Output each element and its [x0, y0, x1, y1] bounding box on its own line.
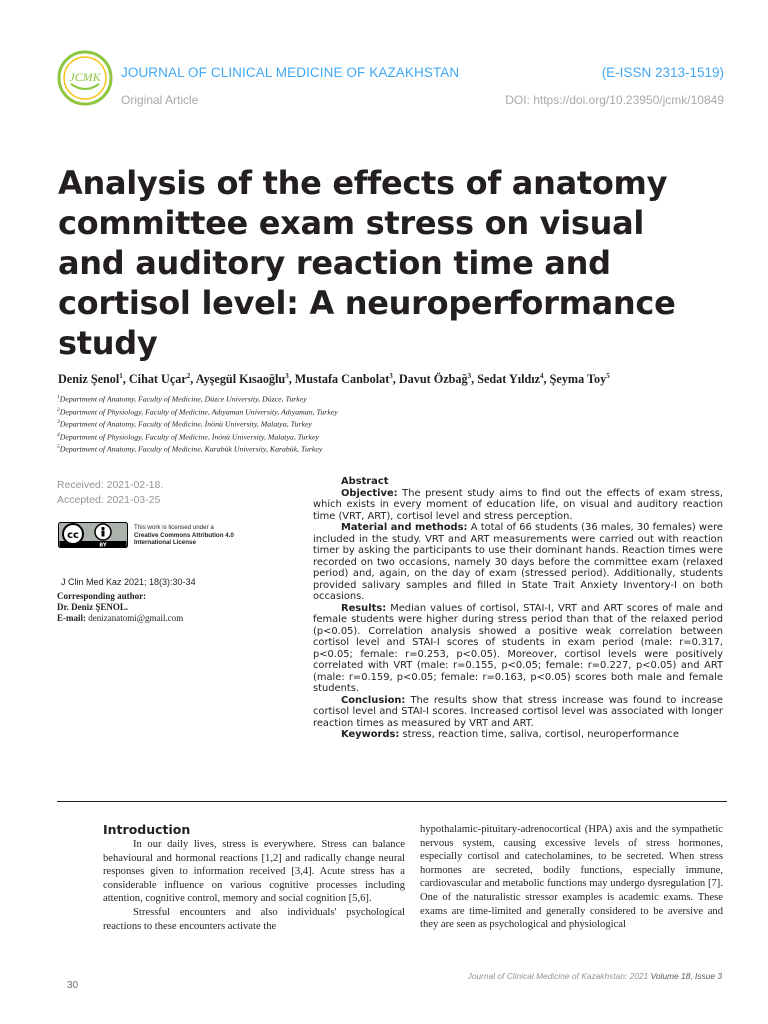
article-dates: [57, 478, 163, 508]
doi-link[interactable]: DOI: https://doi.org/10.23950/jcmk/10849: [505, 93, 724, 107]
section-divider: [57, 801, 727, 802]
license-line: This work is licensed under a: [134, 524, 214, 531]
license-link[interactable]: [134, 539, 234, 547]
section-label: Objective:: [341, 487, 398, 499]
article-type: Original Article: [121, 93, 199, 107]
affiliation-number: 1: [57, 394, 60, 400]
affiliation-text: Department of Physiology, Faculty of Medicine, Adıyaman University, Adıyaman, Turkey: [59, 407, 338, 417]
abstract-methods: [313, 522, 723, 603]
by-label: BY: [99, 542, 107, 548]
footer-volume: Volume 18, Issue 3: [650, 971, 722, 981]
article-title: [58, 163, 728, 363]
affiliation-text: Department of Anatomy, Faculty of Medicine, Karabük University, Karabük, Turkey: [59, 444, 323, 454]
author-affiliation-number: 5: [606, 372, 610, 380]
author-name: Ayşegül Kısaoğlu: [195, 372, 286, 387]
affiliation: [57, 430, 338, 443]
abstract-conclusion: [313, 695, 723, 730]
introduction-heading: Introduction: [103, 822, 191, 837]
title-line: Analysis of the effects of anatomy: [58, 164, 668, 202]
accepted-date: Accepted: 2021-03-25: [57, 494, 161, 506]
body-paragraph: hypothalamic-pituitary-adrenocortical (HPA) axis and the sympathetic nervous system, causing excessive levels of stress hormones, especially cortisol and catecholamines, to be secreted. When stress hormones are secreted, bodily functions, especially immune, cardiovascular and metabolic functions may undergo dysregulation [7]. One of the naturalistic stressor examples is academic exams. These exams are time-limited and generally considered to be aversive and they are seen as psychological and physiological: [420, 824, 723, 931]
footer-journal-name: Journal of Clinical Medicine of Kazakhstan: 2021: [467, 971, 649, 981]
license-name: International License: [134, 539, 196, 547]
author-name: Cihat Uçar: [128, 372, 187, 387]
title-line: committee exam stress on visual: [58, 204, 645, 242]
affiliation-text: Department of Physiology, Faculty of Medicine, İnönü University, Malatya, Turkey: [59, 432, 319, 442]
received-date: Received: 2021-02-18.: [57, 479, 164, 491]
abstract: [313, 476, 723, 741]
affiliation: [57, 417, 338, 430]
abstract-results: [313, 603, 723, 695]
corresponding-label: Corresponding author:: [57, 591, 147, 601]
author-name: Şeyma Toy: [549, 372, 607, 387]
author-list: Deniz Şenol$^1$, Cihat Uçar$^2$, Ayşegül Kısaoğlu$^3$, Mustafa Canbolat$^3$, Davut Özbağ$^3$, Sedat Yıldız$^4$, Şeyma Toy$^5$: [58, 372, 610, 387]
author-affiliation-number: 1: [119, 372, 123, 380]
section-text: stress, reaction time, saliva, cortisol, neuroperformance: [402, 729, 679, 740]
body-paragraph: Stressful encounters and also individuals' psychological reactions to these encounters activate the: [103, 906, 405, 932]
section-label: Results:: [341, 602, 387, 614]
affiliation-number: 3: [57, 419, 60, 426]
author-name: Davut Özbağ: [398, 372, 468, 387]
author-affiliation-number: 2: [186, 372, 191, 380]
author-affiliation-number: 3: [389, 372, 393, 380]
affiliation-text: Department of Anatomy, Faculty of Medicine, Düzce University, Düzce, Turkey: [59, 394, 307, 404]
author-affiliation-number: 3: [285, 372, 289, 380]
section-text: Median values of cortisol, STAI-I, VRT and ART scores of male and female students were higher during stress period than that of the relaxed period (p<0.05). Correlation analysis showed a positive weak correlation between cortisol level and STAI-I scores of students in exam period (male: r=0.317, p<0.05; female: r=0.253, p<0.05). Moreover, cortisol levels were positively correlated with VRT (male: r=0.155, p<0.05; female: r=0.227, p<0.05) and ART (male: r=0.159, p<0.05; female: r=0.163, p<0.05) scores both male and female students.: [313, 602, 723, 694]
email-label: E-mail:: [57, 613, 86, 623]
author-affiliation-number: 3: [467, 372, 472, 380]
title-line: cortisol level: A neuroperformance: [58, 284, 676, 322]
affiliation-number: 5: [57, 444, 60, 451]
author-name: Mustafa Canbolat: [294, 372, 390, 387]
affiliation-number: 2: [57, 406, 60, 413]
author-affiliation-number: 4: [540, 372, 544, 380]
abstract-objective: [313, 488, 723, 523]
body-paragraph: In our daily lives, stress is everywhere. Stress can balance behavioural and hormonal reactions [1,2] and radically change neural responses given to information received [3,4]. Acute stress has a considerable influence on various cognitive processes including attention, cognitive control, memory and social cognition [5,6].: [103, 839, 405, 905]
section-label: Keywords:: [341, 729, 400, 740]
corresponding-name: Dr. Deniz ŞENOL.: [57, 602, 129, 612]
cc-by-badge[interactable]: [58, 522, 128, 548]
affiliation: [57, 442, 338, 455]
page-number: 30: [67, 980, 79, 991]
license-name: Creative Commons Attribution 4.0: [134, 531, 234, 539]
section-label: Material and methods:: [341, 522, 468, 533]
body-column-left: [103, 838, 405, 933]
author-name: Sedat Yıldız: [477, 372, 541, 387]
cc-icon: cc: [67, 530, 79, 541]
affiliation-text: Department of Anatomy, Faculty of Medicine, İnönü University, Malatya, Turkey: [59, 419, 312, 429]
abstract-heading: Abstract: [341, 476, 389, 487]
section-text: The present study aims to find out the effects of exam stress, which exists in every moment of education life, on visual and auditory reaction time (VRT, ART), cortisol level and stress perception.: [313, 487, 724, 522]
email-address[interactable]: denizanatomi@gmail.com: [88, 613, 184, 623]
journal-logo: [57, 50, 113, 106]
citation: J Clin Med Kaz 2021; 18(3):30-34: [61, 577, 196, 587]
title-line: and auditory reaction time and: [58, 244, 611, 282]
logo-text: JCMK: [69, 70, 101, 84]
issn: (E-ISSN 2313-1519): [601, 65, 724, 80]
section-text: A total of 66 students (36 males, 30 females) were included in the study. VRT and ART measurements were carried out with reaction timer by asking the participants to use their dominant hands. Reaction times were recorded on two occasions, namely 30 days before the committee exam (relaxed period) and, again, on the day of exam (stressed period). Additionally, students provided salivary samples and filled in State Trait Anxiety Inventory-I on both occasions.: [313, 522, 723, 602]
affiliation-list: [57, 392, 338, 455]
section-text: The results show that stress increase was found to increase cortisol level and STAI-I scores. Increased cortisol level was associated with longer reaction times as measured by VRT and ART.: [313, 694, 724, 729]
affiliation-number: 4: [57, 431, 60, 438]
affiliation: [57, 405, 338, 418]
section-label: Conclusion:: [341, 694, 406, 706]
author-name: Deniz Şenol: [58, 372, 120, 387]
corresponding-author: [57, 591, 183, 624]
abstract-keywords: [313, 729, 723, 741]
journal-name: JOURNAL OF CLINICAL MEDICINE OF KAZAKHSTAN: [121, 65, 460, 80]
license-text: [134, 524, 234, 547]
title-line: study: [58, 324, 158, 362]
affiliation: [57, 392, 338, 405]
footer-journal: [468, 971, 722, 981]
body-column-right: [420, 823, 723, 932]
license-link[interactable]: [134, 532, 234, 540]
